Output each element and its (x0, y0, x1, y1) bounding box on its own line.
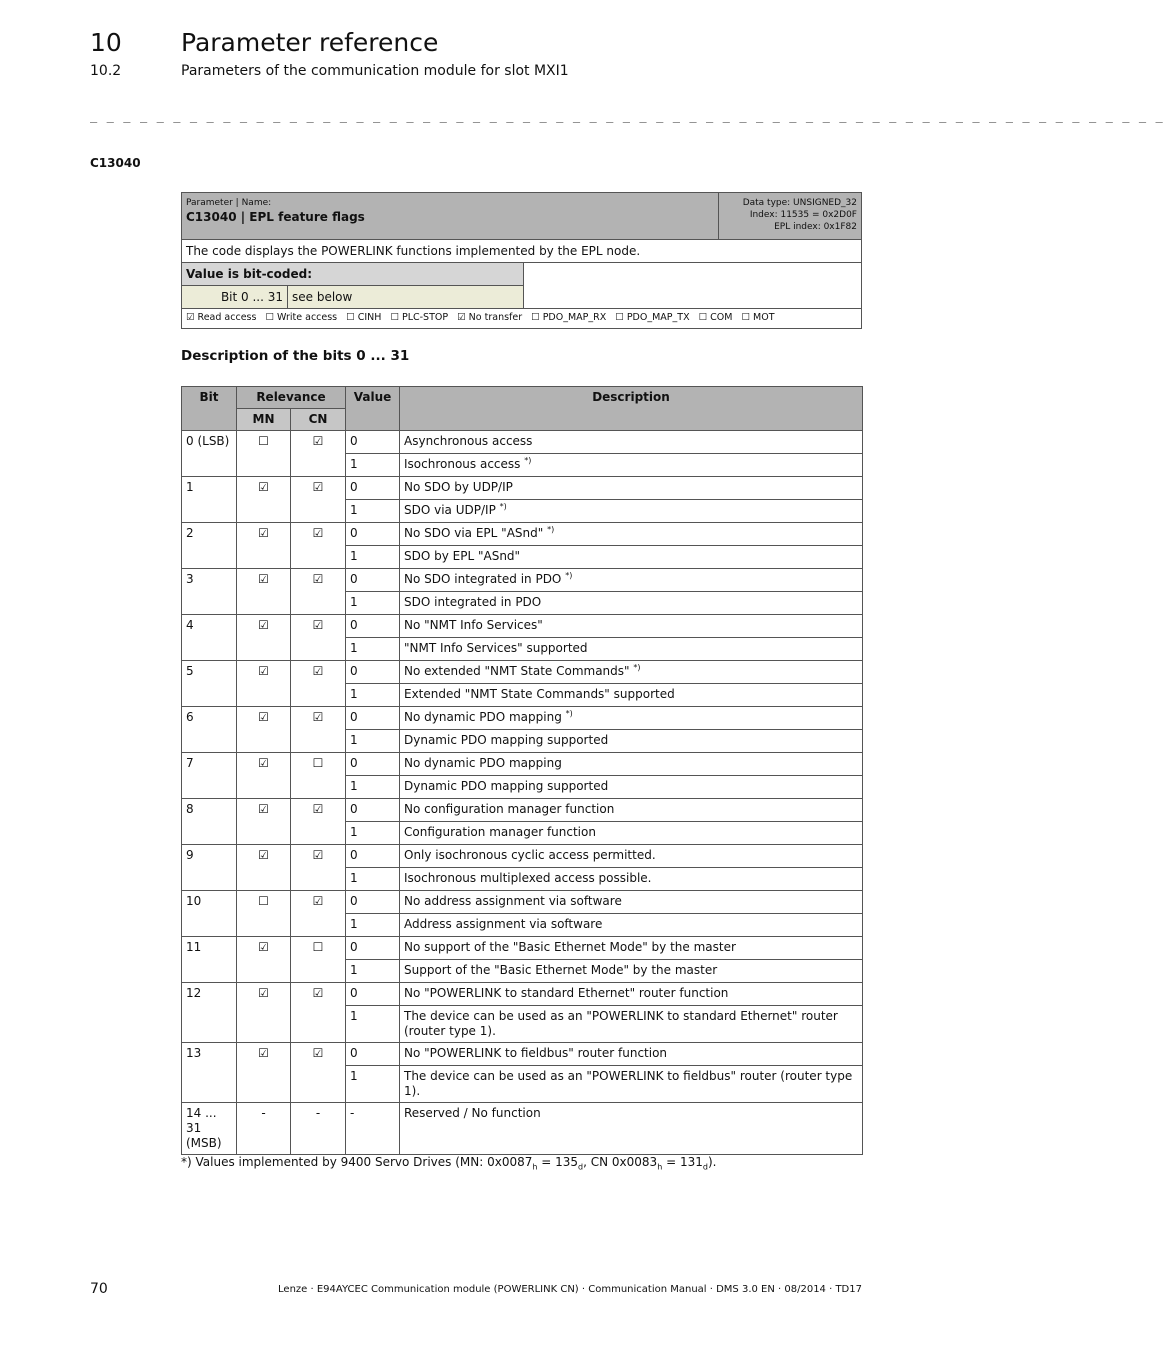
footnote-sub: d (578, 1162, 584, 1172)
header-description: Description (400, 387, 863, 431)
footnote-text: , CN 0x0083 (583, 1155, 658, 1169)
parameter-name-cell (182, 193, 719, 239)
mn-checkbox-icon (237, 477, 291, 523)
checkbox-icon: ☑ (258, 1046, 269, 1060)
bits-heading: Value is bit-coded: (182, 263, 523, 286)
description-text: Only isochronous cyclic access permitted. (404, 848, 656, 862)
description-text: No address assignment via software (404, 894, 622, 908)
cn-checkbox-icon (291, 523, 346, 569)
table-row (182, 615, 863, 638)
parameter-box (181, 192, 862, 329)
description-cell (400, 891, 863, 914)
table-row-reserved (182, 1103, 863, 1155)
value-cell: 0 (346, 845, 400, 868)
value-cell: 0 (346, 661, 400, 684)
checkbox-icon: ☑ (312, 480, 324, 494)
bit-cell: 11 (182, 937, 237, 983)
bits-description-heading: Description of the bits 0 ... 31 (181, 348, 410, 364)
footnote-mark: *) (633, 663, 641, 672)
parameter-name: C13040 | EPL feature flags (186, 210, 365, 224)
bits-range: Bit 0 ... 31 (182, 286, 288, 308)
value-cell: 0 (346, 431, 400, 454)
parameter-bits (182, 263, 861, 309)
description-text: Isochronous access (404, 457, 521, 471)
value-cell: 0 (346, 937, 400, 960)
footnote-sub: h (532, 1162, 538, 1172)
description-text: Dynamic PDO mapping supported (404, 779, 609, 793)
chapter-title: Parameter reference (181, 28, 439, 57)
header-relevance: Relevance (237, 387, 346, 409)
checkbox-icon: ☑ (258, 480, 269, 494)
description-text: No "POWERLINK to fieldbus" router function (404, 1046, 668, 1060)
cn-checkbox-icon (291, 707, 346, 753)
table-row (182, 661, 863, 684)
code-heading: C13040 (90, 156, 141, 170)
description-cell (400, 431, 863, 454)
checkbox-icon: ☐ (312, 756, 324, 770)
cn-checkbox-icon (291, 569, 346, 615)
value-cell: 0 (346, 569, 400, 592)
footnote-mark: *) (565, 571, 573, 580)
data-type: Data type: UNSIGNED_32 (742, 198, 857, 208)
mn-checkbox-icon (237, 753, 291, 799)
bit-cell: 13 (182, 1043, 237, 1103)
description-cell (400, 592, 863, 615)
checkbox-icon: ☑ (312, 848, 324, 862)
checkbox-icon: ☑ (312, 434, 324, 448)
cn-checkbox-icon (291, 937, 346, 983)
cn-checkbox-icon (291, 431, 346, 477)
flag-read-access: ☑ Read access (186, 312, 257, 323)
value-cell: 1 (346, 454, 400, 477)
value-cell: 0 (346, 707, 400, 730)
checkbox-icon: ☑ (258, 526, 269, 540)
description-cell (400, 753, 863, 776)
description-cell (400, 960, 863, 983)
description-text: No dynamic PDO mapping (404, 710, 562, 724)
section-number: 10.2 (90, 63, 122, 79)
cn-checkbox-icon (291, 983, 346, 1043)
mn-checkbox-icon (237, 615, 291, 661)
parameter-index: Index: 11535 = 0x2D0F (749, 210, 857, 220)
description-text: No "NMT Info Services" (404, 618, 543, 632)
flag-pdo-map-tx: ☐ PDO_MAP_TX (615, 312, 690, 323)
table-row (182, 937, 863, 960)
header-value: Value (346, 387, 400, 431)
checkbox-icon: ☐ (258, 434, 269, 448)
description-cell (400, 615, 863, 638)
footnote-text: *) Values implemented by 9400 Servo Drives (MN: 0x0087 (181, 1155, 533, 1169)
description-cell (400, 1006, 863, 1043)
footnote-sub: h (657, 1162, 663, 1172)
cn-checkbox-icon (291, 1043, 346, 1103)
description-cell (400, 776, 863, 799)
section-title: Parameters of the communication module for slot MXI1 (181, 63, 569, 79)
footnote (181, 1155, 716, 1171)
table-row (182, 431, 863, 454)
description-cell (400, 546, 863, 569)
mn-checkbox-icon (237, 431, 291, 477)
header-bit: Bit (182, 387, 237, 431)
description-text: No "POWERLINK to standard Ethernet" router function (404, 986, 729, 1000)
checkbox-icon: ☑ (258, 802, 269, 816)
value-cell: 0 (346, 983, 400, 1006)
description-cell (400, 569, 863, 592)
mn-checkbox-icon (237, 845, 291, 891)
description-text: Extended "NMT State Commands" supported (404, 687, 675, 701)
bit-cell: 4 (182, 615, 237, 661)
description-cell (400, 1043, 863, 1066)
table-body (182, 431, 863, 1155)
table-row (182, 1043, 863, 1066)
parameter-header (182, 193, 861, 240)
table-row (182, 753, 863, 776)
checkbox-icon: ☑ (258, 756, 269, 770)
bit-cell: 3 (182, 569, 237, 615)
cn-checkbox-icon (291, 891, 346, 937)
description-text: Support of the "Basic Ethernet Mode" by the master (404, 963, 718, 977)
mn-checkbox-icon (237, 569, 291, 615)
cn-checkbox-icon (291, 615, 346, 661)
table-row (182, 891, 863, 914)
description-text: Isochronous multiplexed access possible. (404, 871, 652, 885)
epl-index: EPL index: 0x1F82 (774, 222, 857, 232)
cn-checkbox-icon (291, 477, 346, 523)
value-cell: 1 (346, 776, 400, 799)
value-cell: 0 (346, 753, 400, 776)
description-cell (400, 661, 863, 684)
description-cell (400, 500, 863, 523)
page-number: 70 (90, 1281, 108, 1297)
mn-checkbox-icon (237, 937, 291, 983)
description-text: No support of the "Basic Ethernet Mode" by the master (404, 940, 736, 954)
description-text: SDO by EPL "ASnd" (404, 549, 521, 563)
footnote-text: = 131 (662, 1155, 703, 1169)
value-cell: 1 (346, 500, 400, 523)
table-row (182, 569, 863, 592)
bit-cell: 9 (182, 845, 237, 891)
bit-cell: 8 (182, 799, 237, 845)
bit-msb: (MSB) (186, 1136, 222, 1150)
flag-write-access: ☐ Write access (265, 312, 338, 323)
description-cell (400, 868, 863, 891)
description-text: No configuration manager function (404, 802, 615, 816)
description-cell (400, 983, 863, 1006)
bits-section (182, 263, 524, 308)
description-cell (400, 799, 863, 822)
value-cell: 1 (346, 914, 400, 937)
bit-cell: 6 (182, 707, 237, 753)
description-text: The device can be used as an "POWERLINK to fieldbus" router (router type 1). (404, 1069, 853, 1098)
table-row (182, 845, 863, 868)
mn-cell: - (237, 1103, 291, 1155)
checkbox-icon: ☑ (312, 664, 324, 678)
flag-mot: ☐ MOT (741, 312, 775, 323)
footnote-mark: *) (547, 525, 555, 534)
checkbox-icon: ☑ (258, 618, 269, 632)
flag-pdo-map-rx: ☐ PDO_MAP_RX (531, 312, 607, 323)
cn-checkbox-icon (291, 661, 346, 707)
value-cell: 1 (346, 960, 400, 983)
flag-cinh: ☐ CINH (346, 312, 382, 323)
checkbox-icon: ☑ (258, 848, 269, 862)
parameter-label: Parameter | Name: (186, 198, 272, 208)
flag-com: ☐ COM (698, 312, 733, 323)
description-text: No SDO integrated in PDO (404, 572, 562, 586)
parameter-info-cell (719, 193, 861, 239)
description-cell (400, 477, 863, 500)
checkbox-icon: ☑ (258, 986, 269, 1000)
checkbox-icon: ☐ (258, 894, 269, 908)
header-mn: MN (237, 409, 291, 431)
footnote-mark: *) (524, 456, 532, 465)
parameter-description: The code displays the POWERLINK functions implemented by the EPL node. (182, 240, 861, 263)
table-row (182, 983, 863, 1006)
bit-description-table (181, 386, 863, 1155)
footnote-sub: d (702, 1162, 708, 1172)
table-row (182, 799, 863, 822)
bits-value: see below (292, 290, 353, 304)
bit-cell: 2 (182, 523, 237, 569)
mn-checkbox-icon (237, 799, 291, 845)
checkbox-icon: ☑ (258, 940, 269, 954)
bit-cell: 0 (LSB) (182, 431, 237, 477)
bit-cell: 10 (182, 891, 237, 937)
header-separator: _ _ _ _ _ _ _ _ _ _ _ _ _ _ _ _ _ _ _ _ _ _ _ _ _ _ _ _ _ _ _ _ _ _ _ _ _ _ _ _ _ _ _ _ _ _ _ _ _ _ _ _ _ _ _ _ _ _ _ _ _ _ _ _ _ (90, 109, 1164, 123)
description-cell (400, 845, 863, 868)
value-cell: 1 (346, 1066, 400, 1103)
mn-checkbox-icon (237, 523, 291, 569)
value-cell: 0 (346, 615, 400, 638)
bits-empty (524, 263, 861, 308)
checkbox-icon: ☑ (312, 572, 324, 586)
value-cell: 0 (346, 799, 400, 822)
description-text: Asynchronous access (404, 434, 533, 448)
value-cell: 0 (346, 523, 400, 546)
bit-cell (182, 1103, 237, 1155)
value-cell: 1 (346, 592, 400, 615)
checkbox-icon: ☑ (258, 710, 269, 724)
description-cell (400, 638, 863, 661)
bit-cell: 1 (182, 477, 237, 523)
description-text: Dynamic PDO mapping supported (404, 733, 609, 747)
footnote-mark: *) (499, 502, 507, 511)
checkbox-icon: ☑ (312, 986, 324, 1000)
parameter-flags (182, 309, 861, 328)
bit-cell: 7 (182, 753, 237, 799)
footnote-mark: *) (565, 709, 573, 718)
value-cell: - (346, 1103, 400, 1155)
table-row (182, 523, 863, 546)
description-cell (400, 1066, 863, 1103)
bit-cell: 12 (182, 983, 237, 1043)
mn-checkbox-icon (237, 707, 291, 753)
value-cell: 1 (346, 868, 400, 891)
value-cell: 0 (346, 891, 400, 914)
description-cell (400, 914, 863, 937)
cn-checkbox-icon (291, 845, 346, 891)
footer-text: Lenze · E94AYCEC Communication module (POWERLINK CN) · Communication Manual · DMS 3.0 EN · 08/2014 · TD17 (278, 1284, 862, 1295)
checkbox-icon: ☑ (258, 664, 269, 678)
description-cell (400, 822, 863, 845)
header-cn: CN (291, 409, 346, 431)
mn-checkbox-icon (237, 891, 291, 937)
description-text: "NMT Info Services" supported (404, 641, 588, 655)
footnote-text: ). (707, 1155, 717, 1169)
checkbox-icon: ☑ (312, 710, 324, 724)
value-cell: 1 (346, 684, 400, 707)
description-text: No dynamic PDO mapping (404, 756, 562, 770)
flag-plc-stop: ☐ PLC-STOP (390, 312, 449, 323)
table-row (182, 707, 863, 730)
checkbox-icon: ☑ (312, 1046, 324, 1060)
value-cell: 1 (346, 638, 400, 661)
description-cell (400, 707, 863, 730)
bits-row (182, 286, 523, 308)
description-cell (400, 684, 863, 707)
description-text: No extended "NMT State Commands" (404, 664, 630, 678)
cn-cell: - (291, 1103, 346, 1155)
value-cell: 1 (346, 730, 400, 753)
description-cell (400, 523, 863, 546)
checkbox-icon: ☑ (312, 618, 324, 632)
table-row (182, 477, 863, 500)
checkbox-icon: ☑ (258, 572, 269, 586)
description-text: SDO integrated in PDO (404, 595, 542, 609)
value-cell: 1 (346, 822, 400, 845)
description-text: No SDO by UDP/IP (404, 480, 513, 494)
description-cell: Reserved / No function (400, 1103, 863, 1155)
description-text: SDO via UDP/IP (404, 503, 496, 517)
checkbox-icon: ☑ (312, 894, 324, 908)
description-cell (400, 730, 863, 753)
description-cell (400, 937, 863, 960)
chapter-number: 10 (90, 28, 122, 57)
description-text: Configuration manager function (404, 825, 596, 839)
mn-checkbox-icon (237, 983, 291, 1043)
description-text: Address assignment via software (404, 917, 603, 931)
value-cell: 1 (346, 546, 400, 569)
checkbox-icon: ☐ (312, 940, 324, 954)
checkbox-icon: ☑ (312, 526, 324, 540)
footnote-text: = 135 (537, 1155, 579, 1169)
bit-cell: 5 (182, 661, 237, 707)
mn-checkbox-icon (237, 1043, 291, 1103)
value-cell: 1 (346, 1006, 400, 1043)
checkbox-icon: ☑ (312, 802, 324, 816)
value-cell: 0 (346, 477, 400, 500)
description-cell (400, 454, 863, 477)
description-text: The device can be used as an "POWERLINK to standard Ethernet" router (router type 1). (404, 1009, 838, 1038)
flag-no-transfer: ☑ No transfer (457, 312, 523, 323)
value-cell: 0 (346, 1043, 400, 1066)
mn-checkbox-icon (237, 661, 291, 707)
cn-checkbox-icon (291, 799, 346, 845)
description-text: No SDO via EPL "ASnd" (404, 526, 544, 540)
bit-range: 14 ... 31 (186, 1106, 217, 1135)
cn-checkbox-icon (291, 753, 346, 799)
